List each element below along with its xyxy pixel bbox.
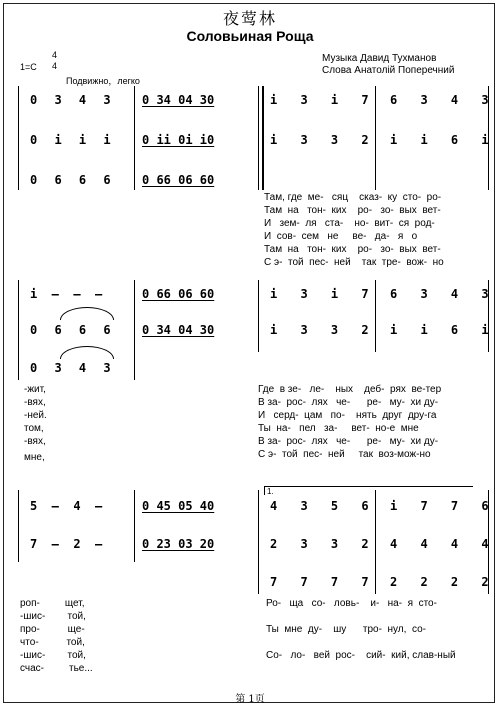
notes-voice2-m2: 0 ii 0i i0 xyxy=(142,133,215,147)
barline xyxy=(258,86,259,190)
repeat-barline xyxy=(262,86,264,190)
notes-voice1-m2: 0 45 05 40 xyxy=(142,499,215,513)
notes-voice2-m2: 0 23 03 20 xyxy=(142,537,215,551)
notes-voice2-m4: i i 6 i xyxy=(390,323,489,337)
lyrics-verse-1: Там, где ме- сяц сказ- ку сто- ро- xyxy=(264,192,442,203)
notes-voice2-m3: i 3 3 2 xyxy=(270,323,369,337)
lyrics-left-1: -жит, xyxy=(24,384,46,395)
lyrics-verse-5: Там на тон- ких ро- зо- вых вет- xyxy=(264,244,441,255)
key-signature: 1=C xyxy=(20,62,37,72)
lyrics-left-2: -шис- той, xyxy=(20,611,86,622)
lyrics-left-2: -вях, xyxy=(24,397,46,408)
tempo-marking: Подвижно，легко xyxy=(66,76,140,86)
lyrics-left-5: -вях, xyxy=(24,436,46,447)
meter-bottom: 4 xyxy=(52,61,58,71)
barline xyxy=(134,490,135,562)
lyrics-left-4: чтo- той, xyxy=(20,637,85,648)
notes-voice1-m1: i — — — xyxy=(30,287,103,301)
barline xyxy=(258,490,259,594)
lyrics-verse-2: Там на тон- ких ро- зо- вых вет- xyxy=(264,205,441,216)
lyrics-right-6: С э- той пес- ней так воз-мож-но xyxy=(258,449,431,460)
barline xyxy=(134,280,135,380)
notes-voice3-m1: 0 3 4 3 xyxy=(30,361,111,375)
lyrics-right-3: И серд- цам по- нять друг дру-га xyxy=(258,410,437,421)
lyrics-verse-3: И зем- ля ста- но- вит- ся род- xyxy=(264,218,435,229)
notes-voice1-m1: 0 3 4 3 xyxy=(30,93,111,107)
lyrics-left-1: роп- щет, xyxy=(20,598,85,609)
music-credit: Музыка Давид Тухманов xyxy=(322,53,437,64)
notes-voice1-m4: i 7 7 6 xyxy=(390,499,489,513)
barline xyxy=(375,280,376,352)
notes-voice2-m3: 2 3 3 2 xyxy=(270,537,369,551)
notes-voice3-m2: 0 66 06 60 xyxy=(142,173,215,187)
lyrics-left-4: том, xyxy=(24,423,44,434)
lyrics-left-6: мне, xyxy=(24,452,45,463)
title-russian: Соловьиная Роща xyxy=(186,28,314,44)
lyrics-right-5: Со- ло- вей рос- сий- кий, слав-ный xyxy=(266,650,456,661)
notes-voice2-m3: i 3 3 2 xyxy=(270,133,369,147)
lyrics-left-3: про- ще- xyxy=(20,624,85,635)
title-chinese: 夜莺林 xyxy=(222,9,277,28)
lyrics-left-3: -ней. xyxy=(24,410,47,421)
notes-voice1-m2: 0 66 06 60 xyxy=(142,287,215,301)
notes-voice3-m4: 2 2 2 2 xyxy=(390,575,489,589)
meter-top: 4 xyxy=(52,50,58,60)
time-signature xyxy=(52,50,57,72)
lyrics-credit: Слова Анатолій Поперечний xyxy=(322,65,455,76)
page-number: 第 1页 xyxy=(235,694,265,705)
notes-voice1-m3: 4 3 5 6 xyxy=(270,499,369,513)
notes-voice2-m4: i i 6 i xyxy=(390,133,489,147)
lyrics-right-2: В за- рос- лях че- ре- му- хи ду- xyxy=(258,397,439,408)
notes-voice1-m1: 5 — 4 — xyxy=(30,499,103,513)
lyrics-right-1: Где в зе- ле- ных деб- рях ве-тер xyxy=(258,384,442,395)
lyrics-verse-6: С э- той пес- ней так тре- вож- но xyxy=(264,257,444,268)
volta-number: 1. xyxy=(267,487,274,496)
lyrics-right-5: В за- рос- лях че- ре- му- хи ду- xyxy=(258,436,439,447)
barline xyxy=(18,490,19,562)
barline xyxy=(258,280,259,352)
notes-voice3-m1: 0 6 6 6 xyxy=(30,173,111,187)
notes-voice2-m1: 0 i i i xyxy=(30,133,111,147)
lyrics-left-5: -шис- той, xyxy=(20,650,86,661)
notes-voice1-m2: 0 34 04 30 xyxy=(142,93,215,107)
notes-voice1-m4: 6 3 4 3 xyxy=(390,93,489,107)
barline xyxy=(375,490,376,594)
volta-bracket xyxy=(264,486,473,495)
notes-voice3-m3: 7 7 7 7 xyxy=(270,575,369,589)
notes-voice1-m4: 6 3 4 3 xyxy=(390,287,489,301)
notes-voice1-m3: i 3 i 7 xyxy=(270,287,369,301)
notes-voice2-m1: 7 — 2 — xyxy=(30,537,103,551)
notes-voice2-m1: 0 6 6 6 xyxy=(30,323,111,337)
notes-voice2-m2: 0 34 04 30 xyxy=(142,323,215,337)
barline xyxy=(18,280,19,380)
barline xyxy=(134,86,135,190)
barline xyxy=(375,86,376,190)
barline xyxy=(18,86,19,190)
notes-voice1-m3: i 3 i 7 xyxy=(270,93,369,107)
lyrics-verse-4: И сов- сем не ве- да- я о xyxy=(264,231,418,242)
notes-voice2-m4: 4 4 4 4 xyxy=(390,537,489,551)
lyrics-right-3: Ты мне ду- шу тро- нул, со- xyxy=(266,624,426,635)
lyrics-left-6: счас- тье... xyxy=(20,663,93,674)
lyrics-right-1: Ро- ща со- ловь- и- на- я сто- xyxy=(266,598,437,609)
lyrics-right-4: Ты на- пел за- вет- но-е мне xyxy=(258,423,419,434)
